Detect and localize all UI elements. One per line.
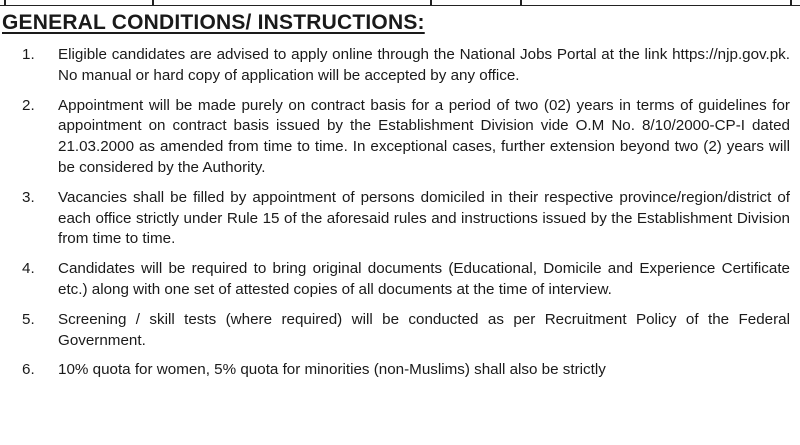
item-text: Screening / skill tests (where required) will be conducted as per Recruitment Policy of the Federal Government.	[58, 310, 790, 349]
item-text: Appointment will be made purely on contract basis for a period of two (02) years in terms of guidelines for appointment on contract basis issued by the Establishment Division vide O.M No. 8/10/2000-CP-I dated 21.03.2000 as amended from time to time. In exceptional cases, further extension beyond two (2) years will be considered by the Authority.	[58, 96, 790, 176]
table-column-divider	[4, 0, 6, 6]
item-number: 3.	[22, 188, 35, 206]
instruction-item-2	[0, 96, 800, 179]
instruction-item-3	[0, 188, 800, 250]
table-bottom-border	[0, 0, 800, 6]
item-text: Candidates will be required to bring original documents (Educational, Domicile and Experience Certificate etc.) along with one set of attested copies of all documents at the time of interview.	[58, 260, 790, 298]
item-number: 5.	[22, 310, 35, 328]
table-column-divider	[790, 0, 792, 6]
item-text: Vacancies shall be filled by appointment of persons domiciled in their respective province/region/district of each office strictly under Rule 15 of the aforesaid rules and instructions issued by the Establishment Division from time to time.	[58, 188, 790, 248]
item-number: 4.	[22, 260, 35, 278]
table-column-divider	[430, 0, 432, 6]
instructions-list	[0, 45, 800, 390]
item-number: 2.	[22, 96, 35, 114]
item-text: 10% quota for women, 5% quota for minorities (non-Muslims) shall also be strictly	[58, 361, 606, 379]
section-heading: GENERAL CONDITIONS/ INSTRUCTIONS:	[2, 11, 425, 34]
instruction-item-6	[0, 360, 800, 381]
instruction-item-1	[0, 45, 800, 87]
table-column-divider	[152, 0, 154, 6]
item-text: Eligible candidates are advised to apply online through the National Jobs Portal at the link https://njp.gov.pk. No manual or hard copy of application will be accepted by any office.	[58, 46, 790, 84]
instruction-item-5	[0, 310, 800, 352]
table-column-divider	[520, 0, 522, 6]
item-number: 1.	[22, 46, 35, 63]
instruction-item-4	[0, 259, 800, 301]
item-number: 6.	[22, 361, 35, 379]
